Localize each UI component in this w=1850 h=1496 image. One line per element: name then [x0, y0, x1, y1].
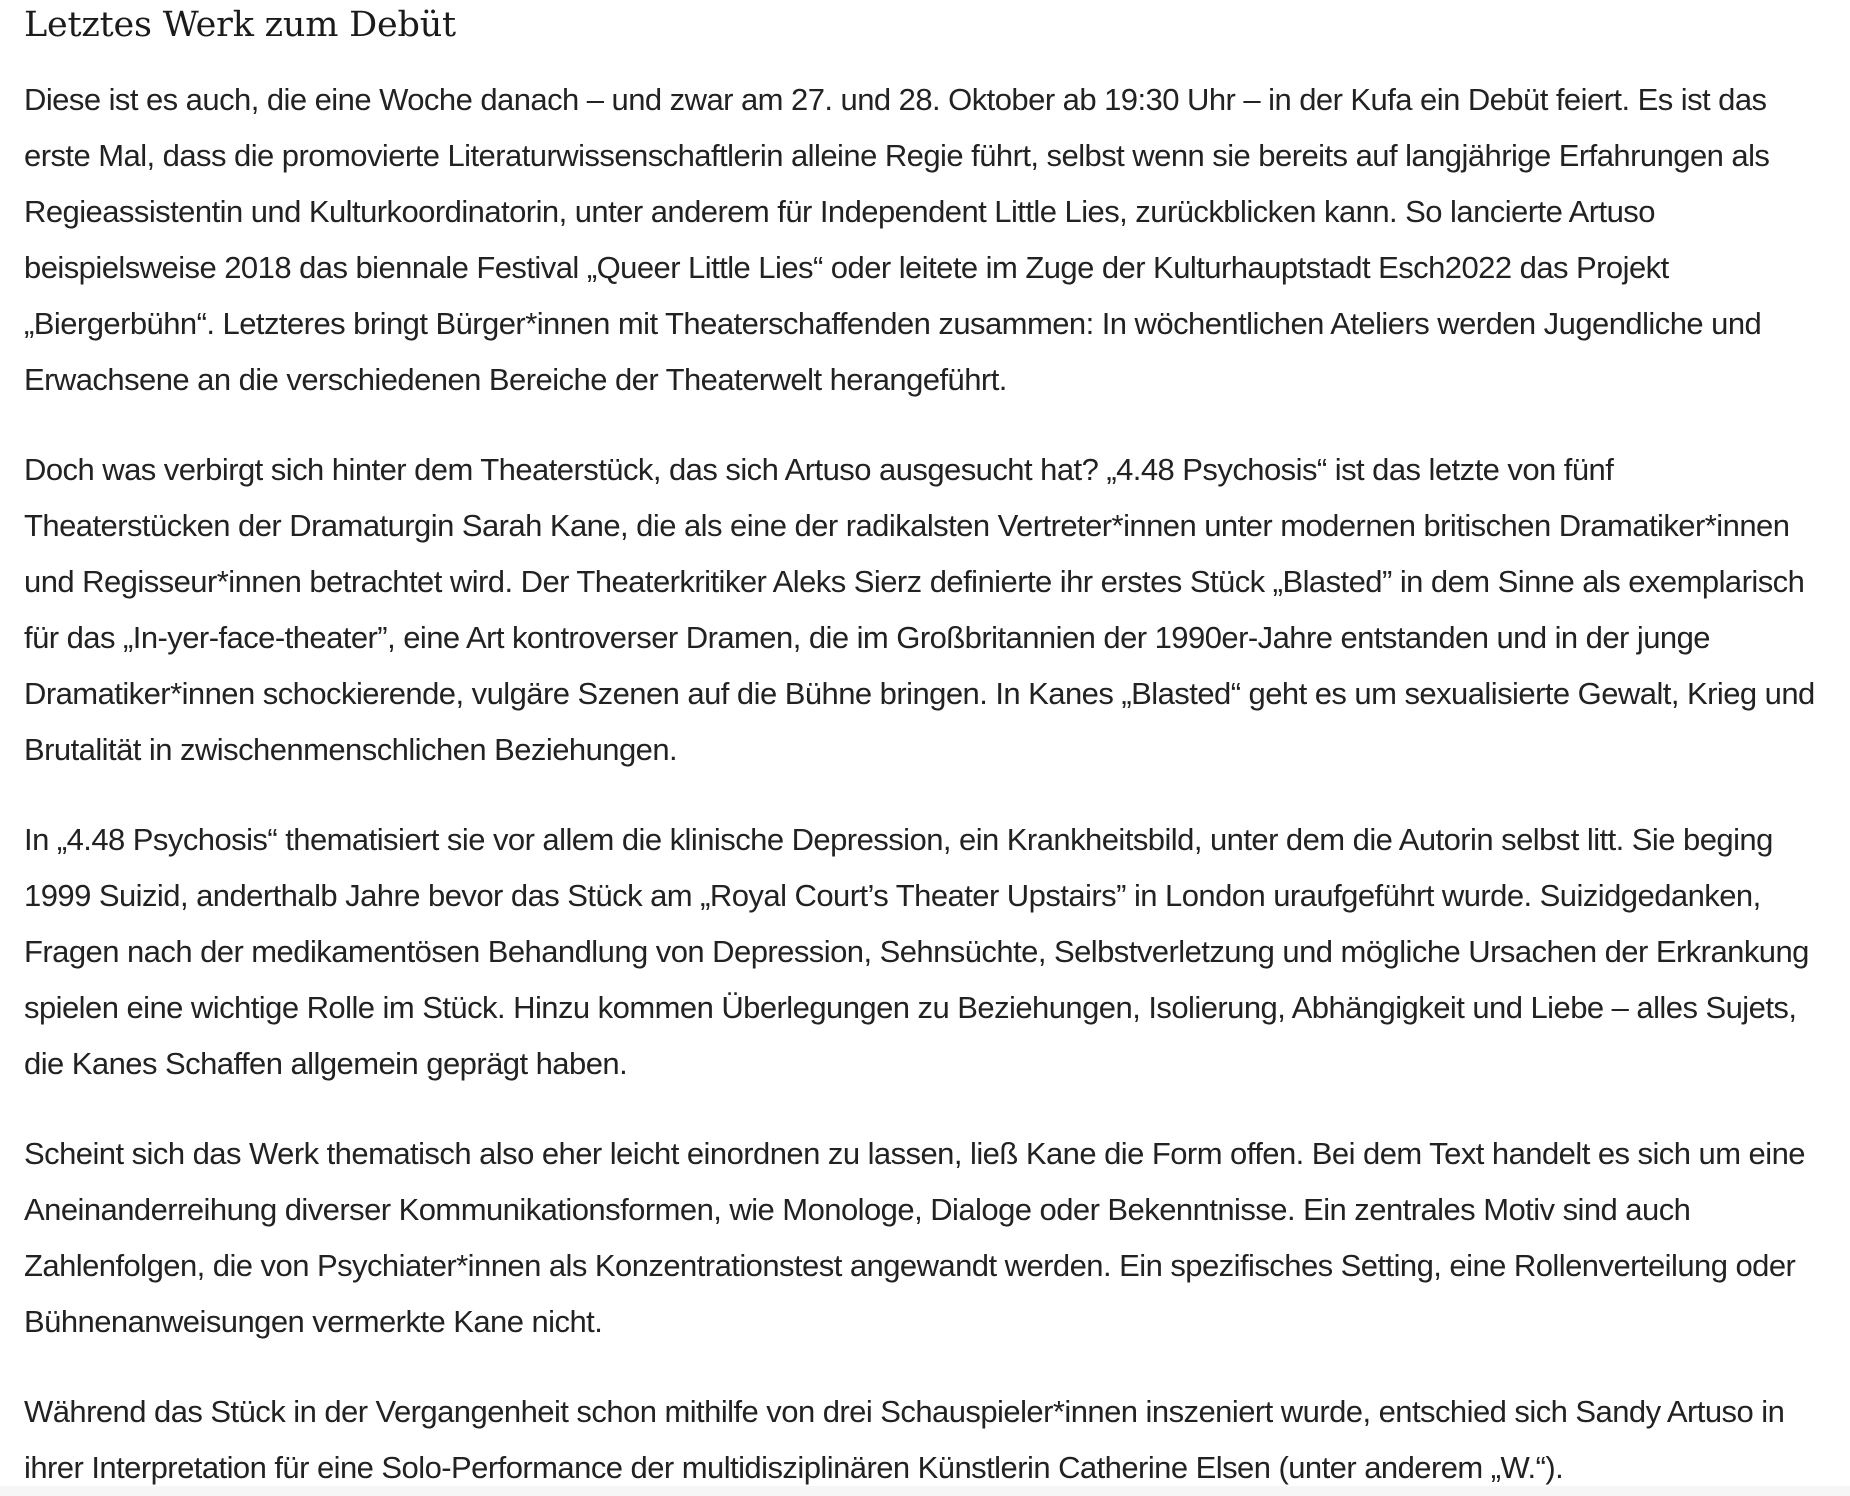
section-heading: Letztes Werk zum Debüt	[24, 5, 456, 45]
article-paragraph: In „4.48 Psychosis“ thematisiert sie vor allem die klinische Depression, ein Krankheitsbild, unter dem die Autorin selbst litt. Sie beging 1999 Suizid, anderthalb Jahre bevor das Stück am „Royal Court’s Theater Upstairs” in London uraufgeführt wurde. Suizidgedanken, Fragen nach der medikamentösen Behandlung von Depression, Sehnsüchte, Selbstverletzung und mögliche Ursachen der Erkrankung spielen eine wichtige Rolle im Stück. Hinzu kommen Überlegungen zu Beziehungen, Isolierung, Abhängigkeit und Liebe – alles Sujets, die Kanes Schaffen allgemein geprägt haben.	[24, 822, 1809, 1081]
article-paragraph: Scheint sich das Werk thematisch also eher leicht einordnen zu lassen, ließ Kane die Form offen. Bei dem Text handelt es sich um eine Aneinanderreihung diverser Kommunikationsformen, wie Monologe, Dialoge oder Bekenntnisse. Ein zentrales Motiv sind auch Zahlenfolgen, die von Psychiater*innen als Konzentrationstest angewandt werden. Ein spezifisches Setting, eine Rollenverteilung oder Bühnenanweisungen vermerkte Kane nicht.	[24, 1136, 1805, 1339]
article-paragraph: Doch was verbirgt sich hinter dem Theaterstück, das sich Artuso ausgesucht hat? „4.48 Psychosis“ ist das letzte von fünf Theaterstücken der Dramaturgin Sarah Kane, die als eine der radikalsten Vertreter*innen unter modernen britischen Dramatiker*innen und Regisseur*innen betrachtet wird. Der Theaterkritiker Aleks Sierz definierte ihr erstes Stück „Blasted” in dem Sinne als exemplarisch für das „In-yer-face-theater”, eine Art kontroverser Dramen, die im Großbritannien der 1990er-Jahre entstanden und in der junge Dramatiker*innen schockierende, vulgäre Szenen auf die Bühne bringen. In Kanes „Blasted“ geht es um sexualisierte Gewalt, Krieg und Brutalität in zwischenmenschlichen Beziehungen.	[24, 452, 1815, 767]
article-paragraph: Diese ist es auch, die eine Woche danach – und zwar am 27. und 28. Oktober ab 19:30 Uhr – in der Kufa ein Debüt feiert. Es ist das erste Mal, dass die promovierte Literaturwissenschaftlerin alleine Regie führt, selbst wenn sie bereits auf langjährige Erfahrungen als Regieassistentin und Kulturkoordinatorin, unter anderem für Independent Little Lies, zurückblicken kann. So lancierte Artuso beispielsweise 2018 das biennale Festival „Queer Little Lies“ oder leitete im Zuge der Kulturhauptstadt Esch2022 das Projekt „Biergerbühn“. Letzteres bringt Bürger*innen mit Theaterschaffenden zusammen: In wöchentlichen Ateliers werden Jugendliche und Erwachsene an die verschiedenen Bereiche der Theaterwelt herangeführt.	[24, 82, 1770, 397]
article-paragraph: Während das Stück in der Vergangenheit schon mithilfe von drei Schauspieler*innen inszeniert wurde, entschied sich Sandy Artuso in ihrer Interpretation für eine Solo-Performance der multidisziplinären Künstlerin Catherine Elsen (unter anderem „W.“).	[24, 1394, 1785, 1485]
bottom-edge	[0, 1486, 1850, 1496]
